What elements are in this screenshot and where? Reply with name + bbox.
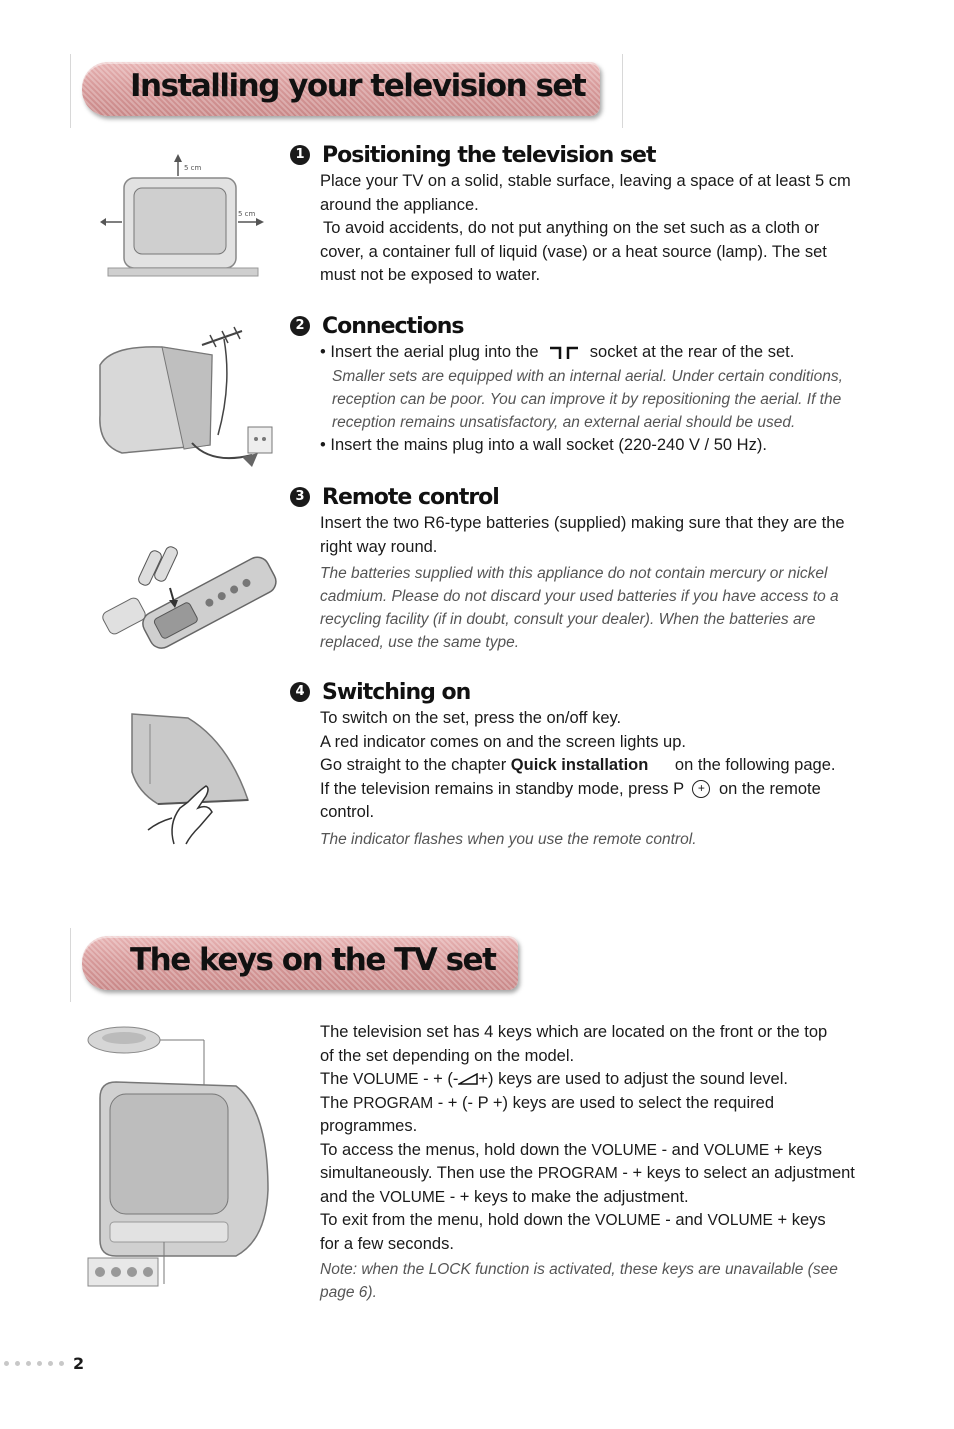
text-span: - + (- P +) keys are used to select the required xyxy=(437,1093,774,1112)
text-line: The television set has 4 keys which are located on the front or the top xyxy=(320,1023,828,1041)
text-line: Place your TV on a solid, stable surface, leaving a space of at least 5 cm xyxy=(320,172,851,190)
note-line: reception remains unsatisfactory, an external aerial should be used. xyxy=(332,413,796,431)
footer-dot xyxy=(4,1361,9,1366)
text-span: If the television remains in standby mode, press P xyxy=(320,779,684,798)
text-line: Insert the two R6-type batteries (supplied) making sure that they are the xyxy=(320,514,845,532)
standby-icon: + xyxy=(692,780,710,798)
note-line: cadmium. Please do not discard your used batteries if you have access to a xyxy=(320,588,839,605)
text-span: on the following page. xyxy=(674,756,836,774)
note-line: The batteries supplied with this appliance do not contain mercury or nickel xyxy=(320,565,828,582)
text-span: Go straight to the chapter xyxy=(320,756,507,774)
text-span: + keys xyxy=(777,1211,826,1229)
text-line: To switch on the set, press the on/off key. xyxy=(320,709,622,727)
section-connections xyxy=(290,311,890,457)
mains-instruction: • Insert the mains plug into a wall socket (220-240 V / 50 Hz). xyxy=(320,435,767,454)
text-line: of the set depending on the model. xyxy=(320,1046,575,1065)
text-line: right way round. xyxy=(320,537,438,556)
text-span: - + keys to select an adjustment xyxy=(622,1164,855,1182)
install-banner xyxy=(70,54,630,128)
section-keys xyxy=(290,1021,890,1304)
text-line: control. xyxy=(320,803,375,821)
text-line: To avoid accidents, do not put anything on the set such as a cloth or xyxy=(323,219,820,237)
text-span: +) keys are used to adjust the sound level. xyxy=(478,1070,788,1088)
text-span: The xyxy=(320,1070,349,1088)
footer-dot xyxy=(59,1361,64,1366)
text-span: - + (- xyxy=(423,1070,459,1088)
section-number-1: 1 xyxy=(290,145,310,165)
note-line: reception can be poor. You can improve it by repositioning the aerial. If the xyxy=(332,390,842,408)
text-line: A red indicator comes on and the screen lights up. xyxy=(320,732,686,751)
menu-adjust-line-2 xyxy=(320,1186,885,1210)
volume-key-label: VOLUME xyxy=(707,1212,773,1229)
volume-triangle-icon xyxy=(458,1073,478,1085)
volume-key-label: VOLUME xyxy=(595,1212,661,1229)
text-line: for a few seconds. xyxy=(320,1234,454,1253)
menu-exit-line xyxy=(320,1209,885,1233)
note-line: page 6). xyxy=(320,1284,377,1301)
remote-control-illustration xyxy=(98,540,278,650)
section-title-positioning: Positioning the television set xyxy=(322,142,656,168)
section-title-connections: Connections xyxy=(322,313,464,339)
footer-dot xyxy=(15,1361,20,1366)
program-keys-line xyxy=(320,1092,885,1116)
keys-banner xyxy=(70,928,530,1002)
text-span: The xyxy=(320,1093,349,1112)
quick-installation-ref: Quick installation xyxy=(510,756,649,774)
install-banner-ribbon xyxy=(82,62,600,116)
text-span: To exit from the menu, hold down the xyxy=(320,1211,591,1229)
text-span: - and xyxy=(661,1140,700,1159)
menu-access-line xyxy=(320,1139,885,1163)
aerial-instruction xyxy=(320,341,885,365)
text-span: socket at the rear of the set. xyxy=(589,343,795,361)
text-line: programmes. xyxy=(320,1117,418,1135)
note-line: Smaller sets are equipped with an internal aerial. Under certain conditions, xyxy=(332,367,843,385)
note-line: The indicator flashes when you use the remote control. xyxy=(320,830,697,848)
switching-on-illustration xyxy=(128,712,253,847)
note-line: recycling facility (if in doubt, consult your dealer). When the batteries are xyxy=(320,611,816,628)
text-span: on the remote xyxy=(719,779,821,798)
menu-adjust-line xyxy=(320,1162,885,1186)
section-number-3: 3 xyxy=(290,487,310,507)
volume-key-label: VOLUME xyxy=(353,1071,419,1088)
volume-keys-line xyxy=(320,1068,885,1092)
section-number-2: 2 xyxy=(290,316,310,336)
quick-install-line xyxy=(320,754,885,778)
connections-illustration xyxy=(92,325,277,475)
text-span: To access the menus, hold down the xyxy=(320,1140,587,1159)
side-gap-label: 5 cm xyxy=(238,210,256,218)
text-span: • Insert the aerial plug into the xyxy=(320,343,539,361)
volume-key-label: VOLUME xyxy=(591,1141,657,1159)
volume-key-label: VOLUME xyxy=(379,1188,446,1206)
tv-keys-illustration xyxy=(86,1020,276,1290)
text-line: must not be exposed to water. xyxy=(320,266,541,284)
footer-dot xyxy=(26,1361,31,1366)
section-positioning xyxy=(290,140,890,288)
section-number-4: 4 xyxy=(290,682,310,702)
footer-dot xyxy=(37,1361,42,1366)
text-line: around the appliance. xyxy=(320,195,479,214)
text-line: cover, a container full of liquid (vase) or a heat source (lamp). The set xyxy=(320,242,827,261)
program-key-label: PROGRAM xyxy=(537,1165,618,1182)
section-title-switching-on: Switching on xyxy=(322,679,471,705)
standby-line xyxy=(320,778,885,802)
section-title-remote-control: Remote control xyxy=(322,484,499,510)
top-gap-label: 5 cm xyxy=(184,164,202,172)
text-span: simultaneously. Then use the xyxy=(320,1164,534,1182)
keys-banner-ribbon xyxy=(82,936,518,990)
section-remote-control xyxy=(290,482,890,654)
install-banner-title: Installing your television set xyxy=(130,68,586,104)
note-line: Note: when the LOCK function is activated, these keys are unavailable (see xyxy=(320,1261,838,1278)
tv-positioning-illustration xyxy=(98,150,268,280)
text-span: - and xyxy=(665,1211,703,1229)
note-line: replaced, use the same type. xyxy=(320,634,520,651)
text-span: - + keys to make the adjustment. xyxy=(449,1187,689,1206)
volume-key-label: VOLUME xyxy=(703,1141,770,1159)
text-span: + keys xyxy=(773,1140,822,1159)
keys-banner-title: The keys on the TV set xyxy=(130,942,496,978)
page-footer xyxy=(4,1354,84,1373)
section-switching-on xyxy=(290,677,890,851)
aerial-socket-icon xyxy=(549,346,579,360)
text-span: and the xyxy=(320,1187,376,1206)
program-key-label: PROGRAM xyxy=(353,1094,434,1112)
footer-dot xyxy=(48,1361,53,1366)
page-number: 2 xyxy=(73,1354,85,1373)
